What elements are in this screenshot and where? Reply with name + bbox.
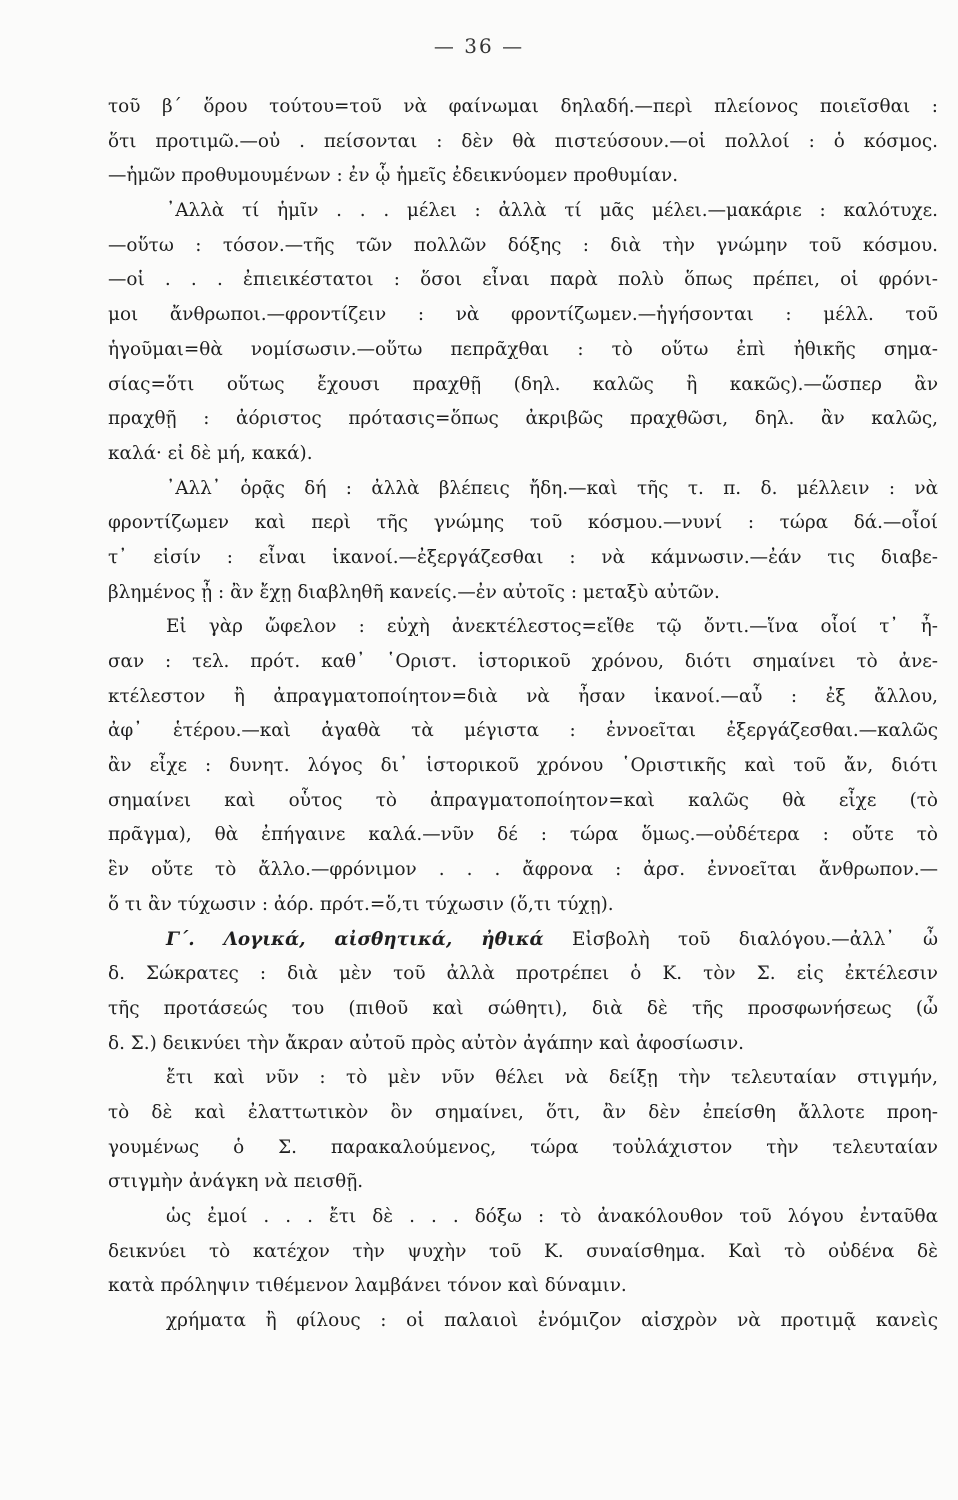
line-text: ᾽Αλλ᾽ ὁρᾷς δή : ἀλλὰ βλέπεις ἤδη.—καὶ τῆς τ. π. δ. μέλλειν : νὰ <box>166 477 938 499</box>
text-line <box>108 1027 938 1062</box>
text-line <box>108 576 938 611</box>
text-line <box>108 1235 938 1270</box>
text-line <box>108 472 938 507</box>
text-line <box>108 714 938 749</box>
text-line <box>108 1096 938 1131</box>
line-text: Εἰσβολὴ τοῦ διαλόγου.—ἀλλ᾽ ὦ <box>543 928 938 950</box>
line-text: κτέλεστον ἢ ἀπραγματοποίητον=διὰ νὰ ἦσαν ἱκανοί.—αὖ : ἐξ ἄλλου, <box>108 685 938 707</box>
line-text: ὅτι προτιμῶ.—οὐ . πείσονται : δὲν θὰ πιστεύσουν.—οἱ πολλοί : ὁ κόσμος. <box>108 130 938 152</box>
line-text: ἔτι καὶ νῦν : τὸ μὲν νῦν θέλει νὰ δείξῃ τὴν τελευταίαν στιγμήν, <box>166 1067 938 1089</box>
line-text: καλά· εἰ δὲ μή, κακά). <box>108 442 313 464</box>
line-text: σαν : τελ. πρότ. καθ᾽ ῾Οριστ. ἱστορικοῦ χρόνου, διότι σημαίνει τὸ ἀνε- <box>108 651 938 672</box>
text-line <box>108 263 938 298</box>
line-text: σίας=ὅτι οὕτως ἔχουσι πραχθῇ (δηλ. καλῶς ἢ κακῶς).—ὥσπερ ἂν <box>108 373 938 395</box>
line-text: τὸ δὲ καὶ ἐλαττωτικὸν ὂν σημαίνει, ὅτι, ἂν δὲν ἐπείσθη ἄλλοτε προη- <box>108 1101 938 1123</box>
text-line <box>108 1200 938 1235</box>
text-line <box>108 1304 938 1339</box>
text-line <box>108 853 938 888</box>
text-line <box>108 194 938 229</box>
text-line <box>108 923 938 958</box>
text-line <box>108 541 938 576</box>
line-text: στιγμὴν ἀνάγκη νὰ πεισθῇ. <box>108 1171 364 1193</box>
text-line <box>108 333 938 368</box>
text-line <box>108 749 938 784</box>
text-line <box>108 159 938 194</box>
text-line <box>108 957 938 992</box>
line-text: δεικνύει τὸ κατέχον τὴν ψυχὴν τοῦ Κ. συναίσθημα. Καὶ τὸ οὐδένα δὲ <box>108 1240 938 1262</box>
line-text: γουμένως ὁ Σ. παρακαλούμενος, τώρα τοὐλάχιστον τὴν τελευταίαν <box>108 1136 938 1158</box>
line-text: μοι ἄνθρωποι.—φροντίζειν : νὰ φροντίζωμεν.—ἡγήσονται : μέλλ. τοῦ <box>108 304 938 326</box>
line-text: ᾽Αλλὰ τί ἡμῖν . . . μέλει : ἀλλὰ τί μᾶς μέλει.—μακάριε : καλότυχε. <box>166 200 938 222</box>
line-text: δ. Σ.) δεικνύει τὴν ἄκραν αὐτοῦ πρὸς αὐτὸν ἀγάπην καὶ ἀφοσίωσιν. <box>108 1032 744 1054</box>
text-line <box>108 610 938 645</box>
text-line <box>108 784 938 819</box>
text-line <box>108 125 938 160</box>
line-text: τ᾽ εἰσίν : εἶναι ἱκανοί.—ἐξεργάζεσθαι : νὰ κάμνωσιν.—ἐάν τις διαβε- <box>108 546 938 568</box>
line-text: χρήματα ἢ φίλους : οἱ παλαιοὶ ἐνόμιζον αἰσχρὸν νὰ προτιμᾷ κανεὶς <box>166 1310 938 1332</box>
line-text: κατὰ πρόληψιν τιθέμενον λαμβάνει τόνον καὶ δύναμιν. <box>108 1275 627 1297</box>
page-number: — 36 — <box>433 34 525 58</box>
commentary-text <box>108 90 938 1339</box>
text-line <box>108 680 938 715</box>
line-text: Εἰ γὰρ ὤφελον : εὐχὴ ἀνεκτέλεστος=εἴθε τῷ ὄντι.—ἵνα οἷοί τ᾽ ἦ- <box>166 616 938 638</box>
line-text: φροντίζωμεν καὶ περὶ τῆς γνώμης τοῦ κόσμου.—νυνί : τώρα δά.—οἷοί <box>108 512 938 534</box>
line-text: —οἱ . . . ἐπιεικέστατοι : ὅσοι εἶναι παρὰ πολὺ ὅπως πρέπει, οἱ φρόνι- <box>108 269 938 291</box>
line-text: —ἡμῶν προθυμουμένων : ἐν ᾧ ἡμεῖς ἐδεικνύομεν προθυμίαν. <box>108 165 679 187</box>
text-line <box>108 992 938 1027</box>
text-line <box>108 818 938 853</box>
line-text: τῆς προτάσεώς του (πιθοῦ καὶ σώθητι), διὰ δὲ τῆς προσφωνήσεως (ὦ <box>108 997 938 1019</box>
text-line <box>108 1269 938 1304</box>
line-text: ὅ τι ἂν τύχωσιν : ἀόρ. πρότ.=ὅ,τι τύχωσιν (ὅ,τι τύχῃ). <box>108 893 614 915</box>
line-text: ἂν εἶχε : δυνητ. λόγος δι᾽ ἱστορικοῦ χρόνου ῾Οριστικῆς καὶ τοῦ ἄν, διότι <box>108 755 938 777</box>
text-line <box>108 437 938 472</box>
text-line <box>108 402 938 437</box>
text-line <box>108 645 938 680</box>
line-text: δ. Σώκρατες : διὰ μὲν τοῦ ἀλλὰ προτρέπει ὁ Κ. τὸν Σ. εἰς ἐκτέλεσιν <box>108 963 938 985</box>
line-text: ἡγοῦμαι=θὰ νομίσωσιν.—οὕτω πεπρᾶχθαι : τὸ οὕτω ἐπὶ ἠθικῆς σημα- <box>108 338 938 360</box>
line-text: ἓν οὔτε τὸ ἄλλο.—φρόνιμον . . . ἄφρονα : ἀρσ. ἐννοεῖται ἄνθρωπον.— <box>108 859 938 881</box>
section-heading: Γ΄. Λογικά, αἰσθητικά, ἠθικά <box>166 928 544 950</box>
line-text: ὡς ἐμοί . . . ἔτι δὲ . . . δόξω : τὸ ἀνακόλουθον τοῦ λόγου ἐνταῦθα <box>166 1206 938 1227</box>
text-line <box>108 298 938 333</box>
text-line <box>108 368 938 403</box>
text-line <box>108 90 938 125</box>
text-line <box>108 888 938 923</box>
line-text: πραχθῇ : ἀόριστος πρότασις=ὅπως ἀκριβῶς πραχθῶσι, δηλ. ἂν καλῶς, <box>108 408 938 430</box>
line-text: βλημένος ᾖ : ἂν ἔχῃ διαβληθῆ κανείς.—ἐν αὐτοῖς : μεταξὺ αὐτῶν. <box>108 581 720 603</box>
text-line <box>108 506 938 541</box>
text-line <box>108 1131 938 1166</box>
line-text: —οὕτω : τόσον.—τῆς τῶν πολλῶν δόξης : διὰ τὴν γνώμην τοῦ κόσμου. <box>108 234 938 256</box>
text-line <box>108 1165 938 1200</box>
line-text: τοῦ β΄ ὅρου τούτου=τοῦ νὰ φαίνωμαι δηλαδή.—περὶ πλείονος ποιεῖσθαι : <box>108 96 938 117</box>
line-text: ἀφ᾽ ἑτέρου.—καὶ ἀγαθὰ τὰ μέγιστα : ἐννοεῖται ἐξεργάζεσθαι.—καλῶς <box>108 720 938 742</box>
text-line <box>108 229 938 264</box>
text-line <box>108 1061 938 1096</box>
line-text: πρᾶγμα), θὰ ἐπήγαινε καλά.—νῦν δέ : τώρα ὅμως.—οὐδέτερα : οὔτε τὸ <box>108 824 938 846</box>
line-text: σημαίνει καὶ οὗτος τὸ ἀπραγματοποίητον=καὶ καλῶς θὰ εἶχε (τὸ <box>108 789 938 811</box>
